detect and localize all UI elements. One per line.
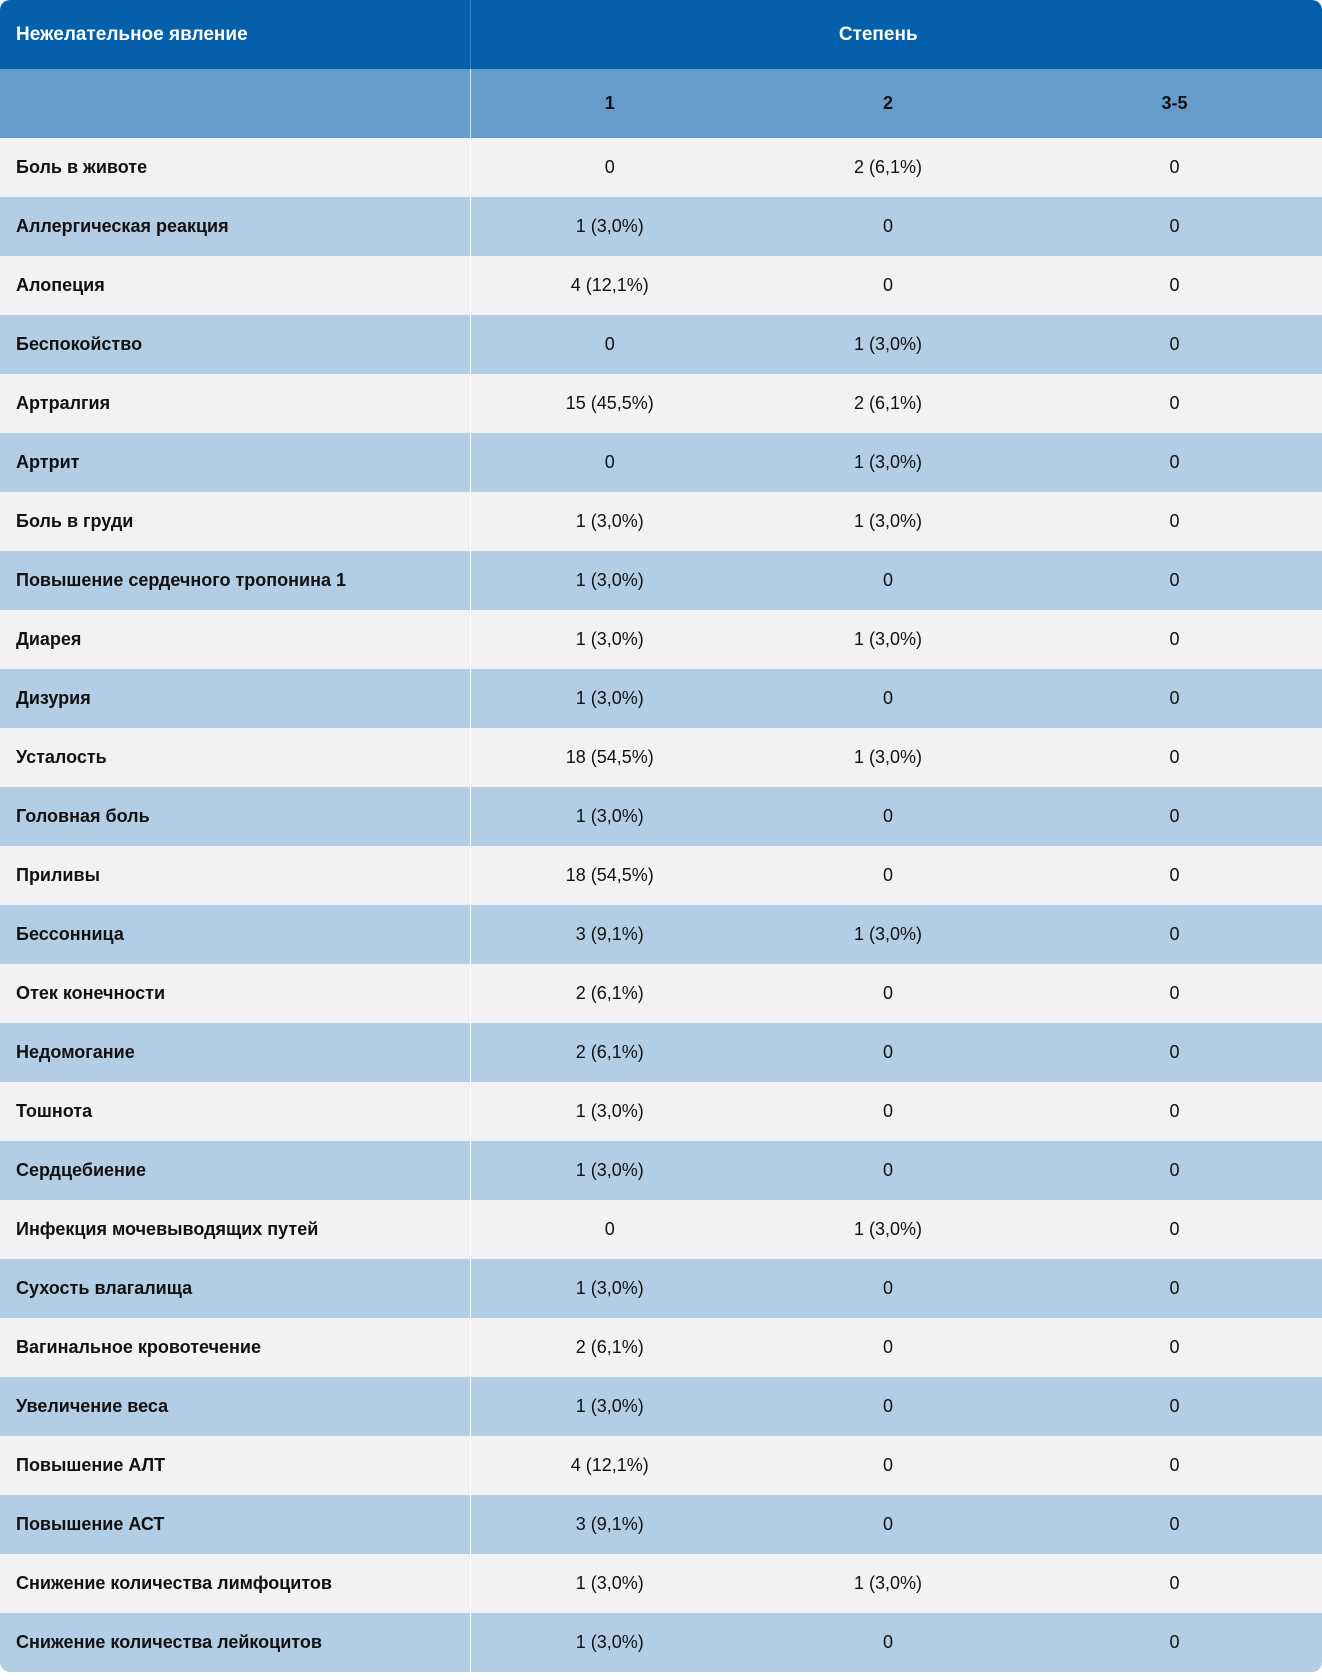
event-name-cell: Тошнота bbox=[0, 1082, 470, 1141]
grade-3-5-cell: 0 bbox=[1027, 315, 1322, 374]
grade-1-cell: 1 (3,0%) bbox=[470, 551, 749, 610]
grade-1-cell: 1 (3,0%) bbox=[470, 1141, 749, 1200]
table-row bbox=[0, 1377, 1322, 1436]
grade-2-cell: 2 (6,1%) bbox=[749, 374, 1027, 433]
grade-2-cell: 0 bbox=[749, 1141, 1027, 1200]
event-name-cell: Сердцебиение bbox=[0, 1141, 470, 1200]
grade-3-5-cell: 0 bbox=[1027, 1082, 1322, 1141]
grade-2-cell: 0 bbox=[749, 1495, 1027, 1554]
grade-3-5-cell: 0 bbox=[1027, 787, 1322, 846]
table-row bbox=[0, 669, 1322, 728]
grade-3-5-cell: 0 bbox=[1027, 1141, 1322, 1200]
table-row bbox=[0, 433, 1322, 492]
grade-3-5-cell: 0 bbox=[1027, 374, 1322, 433]
table-row bbox=[0, 1436, 1322, 1495]
column-header-empty bbox=[0, 69, 470, 138]
grade-3-5-cell: 0 bbox=[1027, 433, 1322, 492]
grade-2-cell: 1 (3,0%) bbox=[749, 728, 1027, 787]
grade-3-5-cell: 0 bbox=[1027, 728, 1322, 787]
grade-2-cell: 1 (3,0%) bbox=[749, 433, 1027, 492]
event-name-cell: Снижение количества лимфоцитов bbox=[0, 1554, 470, 1613]
event-name-cell: Повышение сердечного тропонина 1 bbox=[0, 551, 470, 610]
table-row bbox=[0, 256, 1322, 315]
event-name-cell: Повышение АЛТ bbox=[0, 1436, 470, 1495]
grade-1-cell: 1 (3,0%) bbox=[470, 787, 749, 846]
grade-2-cell: 0 bbox=[749, 1613, 1027, 1672]
event-name-cell: Сухость влагалища bbox=[0, 1259, 470, 1318]
grade-2-cell: 1 (3,0%) bbox=[749, 1554, 1027, 1613]
event-name-cell: Инфекция мочевыводящих путей bbox=[0, 1200, 470, 1259]
grade-2-cell: 0 bbox=[749, 669, 1027, 728]
column-header-grade-1: 1 bbox=[470, 69, 749, 138]
grade-2-cell: 1 (3,0%) bbox=[749, 492, 1027, 551]
grade-1-cell: 1 (3,0%) bbox=[470, 669, 749, 728]
table-row bbox=[0, 1023, 1322, 1082]
event-name-cell: Бессонница bbox=[0, 905, 470, 964]
grade-1-cell: 3 (9,1%) bbox=[470, 905, 749, 964]
grade-2-cell: 0 bbox=[749, 964, 1027, 1023]
event-name-cell: Приливы bbox=[0, 846, 470, 905]
column-header-event: Нежелательное явление bbox=[0, 0, 470, 69]
grade-1-cell: 2 (6,1%) bbox=[470, 964, 749, 1023]
grade-1-cell: 0 bbox=[470, 315, 749, 374]
table-row bbox=[0, 197, 1322, 256]
grade-2-cell: 0 bbox=[749, 197, 1027, 256]
table-row bbox=[0, 787, 1322, 846]
grade-2-cell: 0 bbox=[749, 1023, 1027, 1082]
grade-2-cell: 2 (6,1%) bbox=[749, 138, 1027, 197]
grade-3-5-cell: 0 bbox=[1027, 1023, 1322, 1082]
grade-1-cell: 15 (45,5%) bbox=[470, 374, 749, 433]
table-row bbox=[0, 551, 1322, 610]
event-name-cell: Аллергическая реакция bbox=[0, 197, 470, 256]
grade-2-cell: 1 (3,0%) bbox=[749, 610, 1027, 669]
table-row bbox=[0, 315, 1322, 374]
event-name-cell: Боль в животе bbox=[0, 138, 470, 197]
grade-3-5-cell: 0 bbox=[1027, 669, 1322, 728]
grade-1-cell: 4 (12,1%) bbox=[470, 1436, 749, 1495]
table-row bbox=[0, 1554, 1322, 1613]
column-header-grade: Степень bbox=[470, 0, 1322, 69]
grade-3-5-cell: 0 bbox=[1027, 846, 1322, 905]
grade-1-cell: 1 (3,0%) bbox=[470, 610, 749, 669]
event-name-cell: Артрит bbox=[0, 433, 470, 492]
grade-3-5-cell: 0 bbox=[1027, 1436, 1322, 1495]
table-row bbox=[0, 1259, 1322, 1318]
grade-3-5-cell: 0 bbox=[1027, 551, 1322, 610]
header-row-grades bbox=[0, 69, 1322, 138]
grade-1-cell: 2 (6,1%) bbox=[470, 1023, 749, 1082]
grade-1-cell: 1 (3,0%) bbox=[470, 1377, 749, 1436]
event-name-cell: Недомогание bbox=[0, 1023, 470, 1082]
grade-2-cell: 0 bbox=[749, 1259, 1027, 1318]
event-name-cell: Отек конечности bbox=[0, 964, 470, 1023]
grade-2-cell: 0 bbox=[749, 1377, 1027, 1436]
grade-1-cell: 1 (3,0%) bbox=[470, 492, 749, 551]
grade-2-cell: 0 bbox=[749, 1318, 1027, 1377]
grade-3-5-cell: 0 bbox=[1027, 964, 1322, 1023]
event-name-cell: Снижение количества лейкоцитов bbox=[0, 1613, 470, 1672]
grade-3-5-cell: 0 bbox=[1027, 1495, 1322, 1554]
grade-2-cell: 0 bbox=[749, 787, 1027, 846]
column-header-grade-2: 2 bbox=[749, 69, 1027, 138]
grade-3-5-cell: 0 bbox=[1027, 610, 1322, 669]
grade-1-cell: 1 (3,0%) bbox=[470, 1554, 749, 1613]
grade-2-cell: 0 bbox=[749, 1436, 1027, 1495]
grade-2-cell: 0 bbox=[749, 846, 1027, 905]
grade-3-5-cell: 0 bbox=[1027, 1318, 1322, 1377]
event-name-cell: Диарея bbox=[0, 610, 470, 669]
grade-3-5-cell: 0 bbox=[1027, 1200, 1322, 1259]
table-row bbox=[0, 610, 1322, 669]
table-row bbox=[0, 905, 1322, 964]
grade-3-5-cell: 0 bbox=[1027, 1259, 1322, 1318]
grade-1-cell: 1 (3,0%) bbox=[470, 197, 749, 256]
table-row bbox=[0, 1495, 1322, 1554]
grade-1-cell: 3 (9,1%) bbox=[470, 1495, 749, 1554]
grade-1-cell: 0 bbox=[470, 1200, 749, 1259]
grade-3-5-cell: 0 bbox=[1027, 256, 1322, 315]
event-name-cell: Боль в груди bbox=[0, 492, 470, 551]
grade-1-cell: 4 (12,1%) bbox=[470, 256, 749, 315]
grade-2-cell: 1 (3,0%) bbox=[749, 1200, 1027, 1259]
table-body bbox=[0, 138, 1322, 1672]
grade-1-cell: 0 bbox=[470, 433, 749, 492]
event-name-cell: Вагинальное кровотечение bbox=[0, 1318, 470, 1377]
header-row-main bbox=[0, 0, 1322, 69]
event-name-cell: Алопеция bbox=[0, 256, 470, 315]
event-name-cell: Повышение АСТ bbox=[0, 1495, 470, 1554]
grade-2-cell: 0 bbox=[749, 551, 1027, 610]
table-row bbox=[0, 964, 1322, 1023]
grade-3-5-cell: 0 bbox=[1027, 1554, 1322, 1613]
grade-3-5-cell: 0 bbox=[1027, 1613, 1322, 1672]
event-name-cell: Артралгия bbox=[0, 374, 470, 433]
event-name-cell: Усталость bbox=[0, 728, 470, 787]
table-row bbox=[0, 846, 1322, 905]
grade-1-cell: 18 (54,5%) bbox=[470, 728, 749, 787]
grade-1-cell: 2 (6,1%) bbox=[470, 1318, 749, 1377]
table-row bbox=[0, 1082, 1322, 1141]
grade-3-5-cell: 0 bbox=[1027, 1377, 1322, 1436]
table-row bbox=[0, 1613, 1322, 1672]
table-row bbox=[0, 492, 1322, 551]
grade-2-cell: 1 (3,0%) bbox=[749, 905, 1027, 964]
grade-2-cell: 0 bbox=[749, 256, 1027, 315]
grade-1-cell: 0 bbox=[470, 138, 749, 197]
grade-1-cell: 1 (3,0%) bbox=[470, 1259, 749, 1318]
grade-1-cell: 18 (54,5%) bbox=[470, 846, 749, 905]
event-name-cell: Дизурия bbox=[0, 669, 470, 728]
grade-3-5-cell: 0 bbox=[1027, 905, 1322, 964]
grade-1-cell: 1 (3,0%) bbox=[470, 1082, 749, 1141]
event-name-cell: Беспокойство bbox=[0, 315, 470, 374]
table-row bbox=[0, 1200, 1322, 1259]
table-row bbox=[0, 138, 1322, 197]
table-row bbox=[0, 1141, 1322, 1200]
grade-3-5-cell: 0 bbox=[1027, 138, 1322, 197]
table-row bbox=[0, 728, 1322, 787]
grade-2-cell: 1 (3,0%) bbox=[749, 315, 1027, 374]
grade-3-5-cell: 0 bbox=[1027, 197, 1322, 256]
table-row bbox=[0, 1318, 1322, 1377]
event-name-cell: Увеличение веса bbox=[0, 1377, 470, 1436]
grade-2-cell: 0 bbox=[749, 1082, 1027, 1141]
grade-1-cell: 1 (3,0%) bbox=[470, 1613, 749, 1672]
column-header-grade-3-5: 3-5 bbox=[1027, 69, 1322, 138]
table-row bbox=[0, 374, 1322, 433]
event-name-cell: Головная боль bbox=[0, 787, 470, 846]
grade-3-5-cell: 0 bbox=[1027, 492, 1322, 551]
